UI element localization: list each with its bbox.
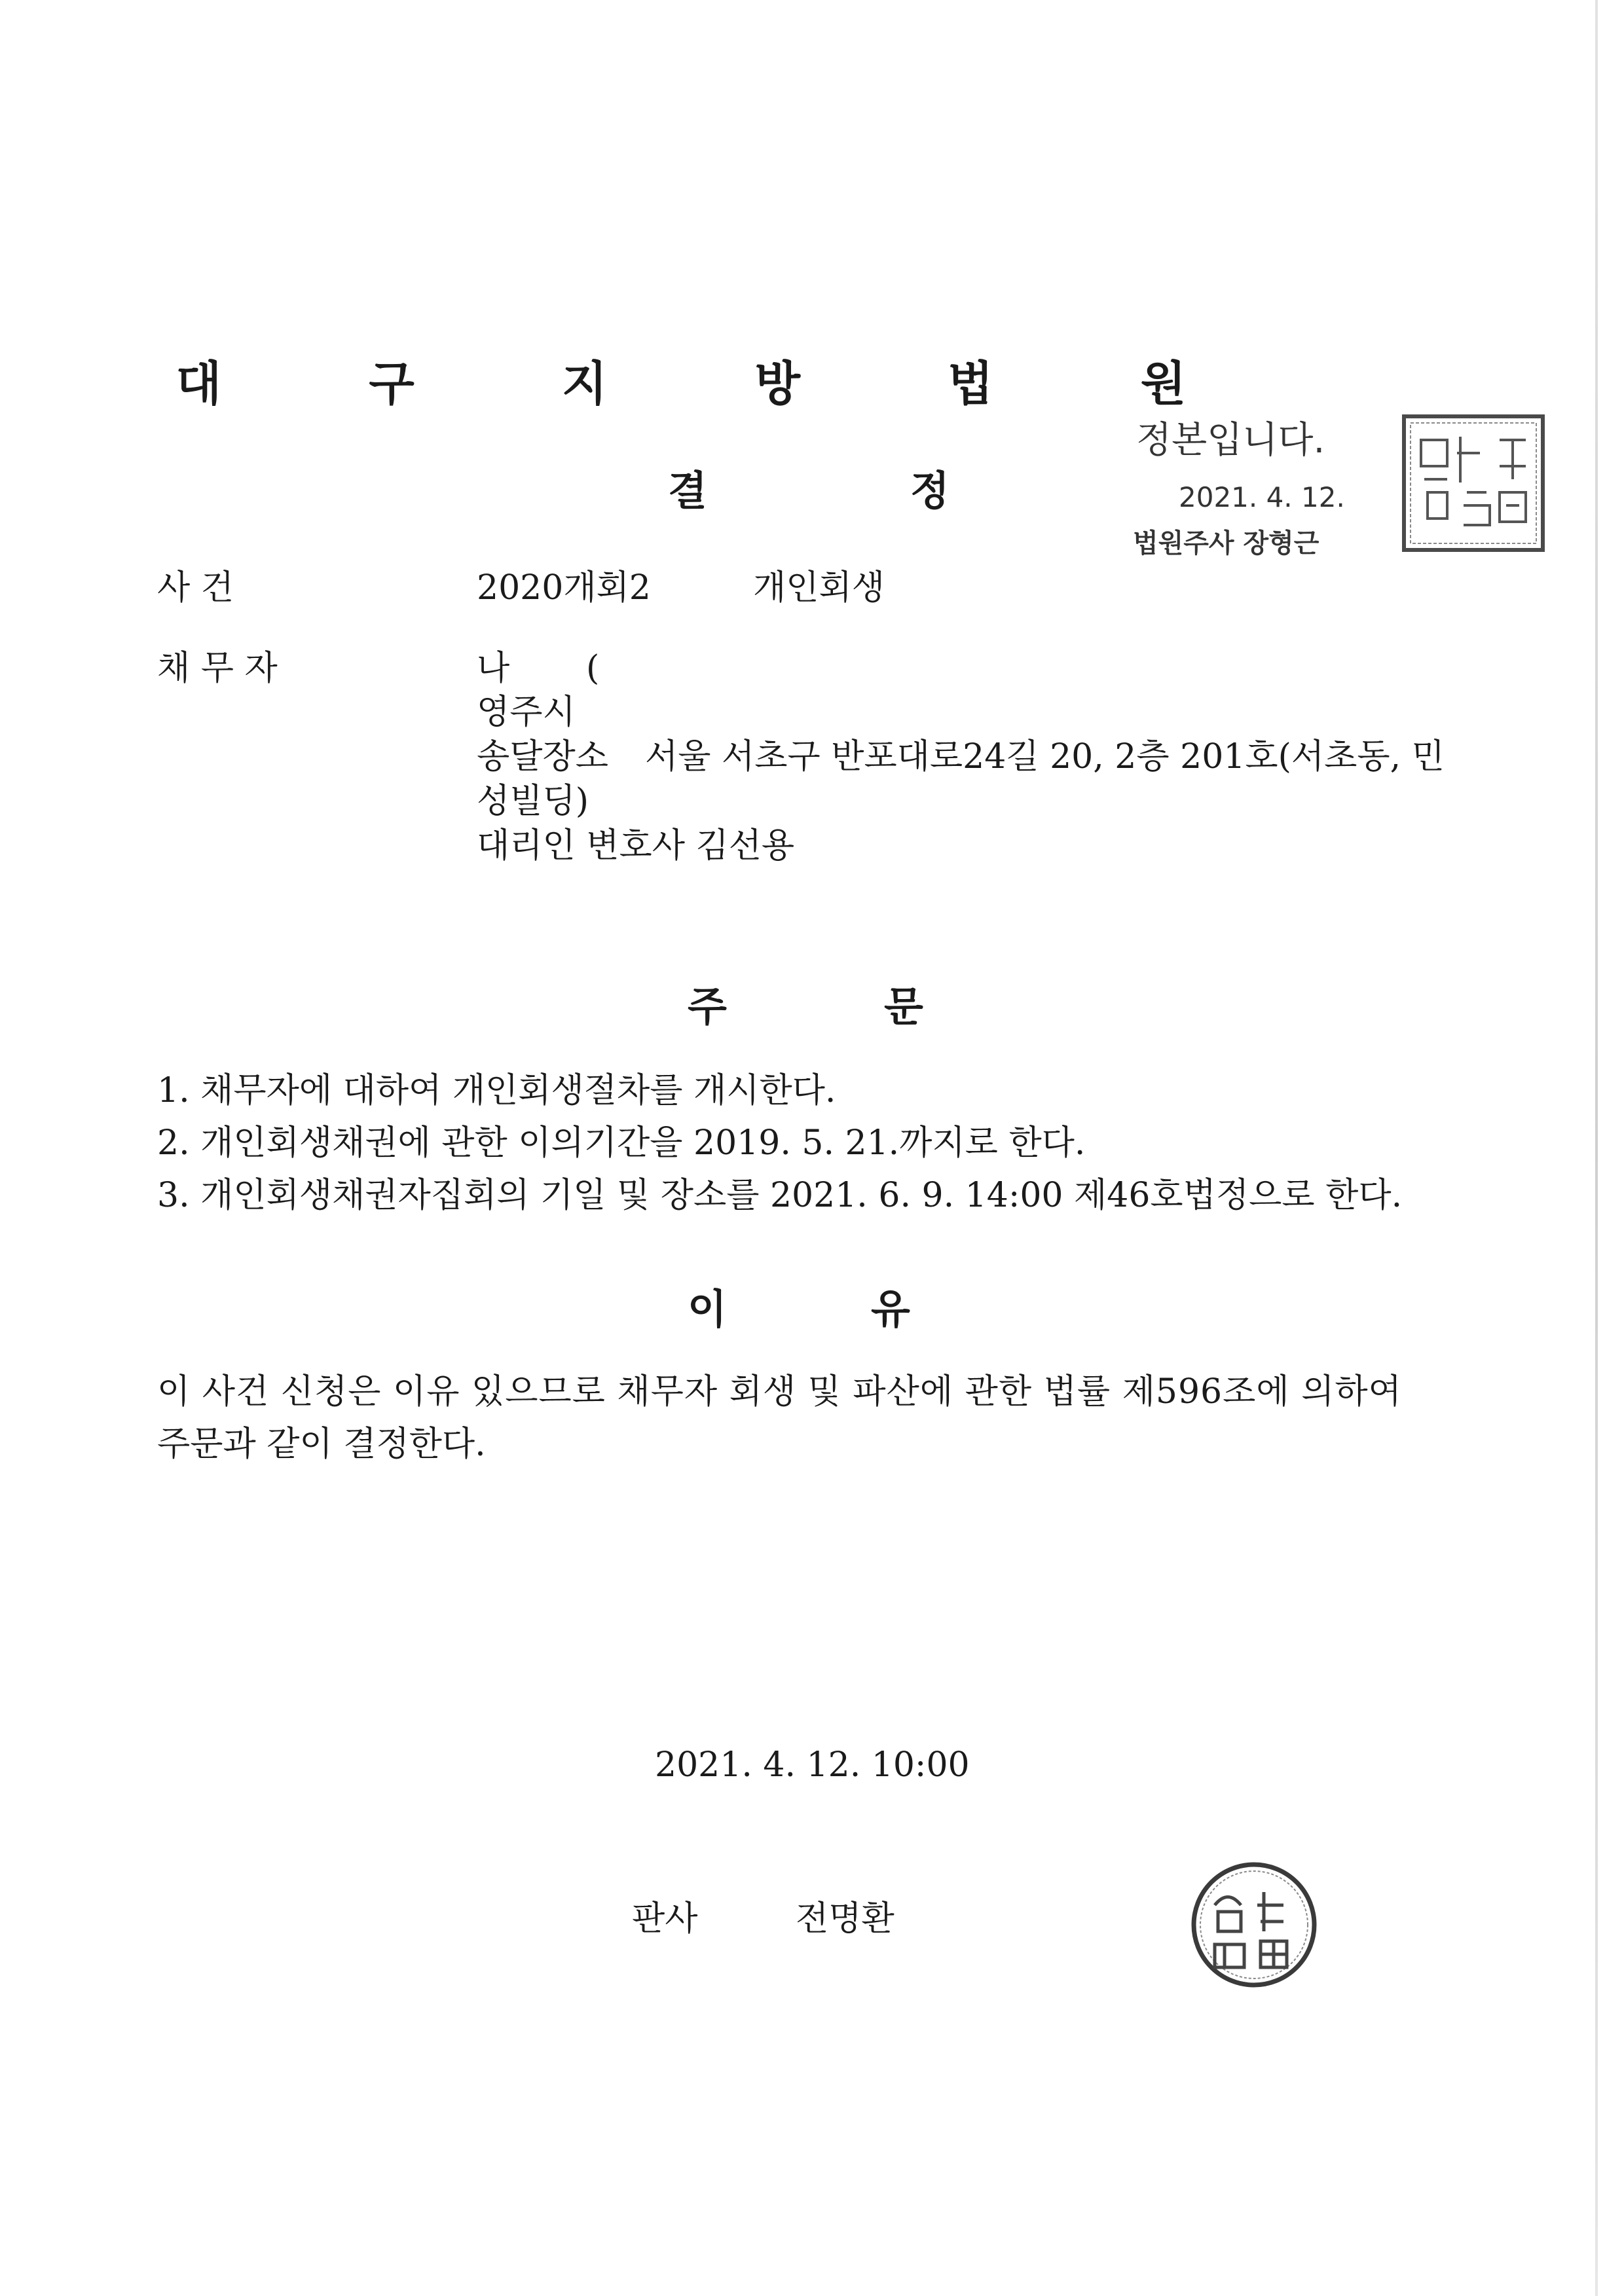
- order-heading-part1: 주: [688, 983, 727, 1030]
- judge-title: 판사: [632, 1899, 698, 1939]
- reason-line-2: 주문과 같이 결정한다.: [157, 1425, 486, 1464]
- debtor-delivery-address: 서울 서초구 반포대로24길 20, 2층 201호(서초동, 민: [645, 737, 1445, 776]
- decision-title-part1: 결: [668, 467, 707, 515]
- case-label: 사 건: [157, 568, 234, 608]
- debtor-address: 영주시: [477, 693, 576, 732]
- order-item-2: 2. 개인회생채권에 관한 이의기간을 2019. 5. 21.까지로 한다.: [157, 1123, 1086, 1163]
- certification-label: 정본입니다.: [1136, 419, 1325, 462]
- certification-date: 2021. 4. 12.: [1179, 481, 1345, 513]
- certification-clerk: 법원주사 장형근: [1133, 528, 1320, 558]
- debtor-name: 나: [477, 649, 510, 688]
- judge-seal-icon: [1189, 1859, 1320, 1990]
- debtor-delivery-label: 송달장소: [477, 737, 608, 776]
- court-name: 대 구 지 방 법 원: [175, 356, 1252, 411]
- order-item-3: 3. 개인회생채권자집회의 기일 및 장소를 2021. 6. 9. 14:00 제46호법정으로 한다.: [157, 1176, 1403, 1215]
- case-number: 2020개회2: [477, 568, 651, 608]
- court-seal: [1401, 414, 1545, 553]
- debtor-label: 채 무 자: [157, 649, 278, 688]
- debtor-delivery-address-cont: 성빌딩): [477, 782, 589, 821]
- debtor-paren: (: [586, 649, 600, 688]
- decision-title-part2: 정: [910, 467, 950, 515]
- order-item-1: 1. 채무자에 대하여 개인회생절차를 개시한다.: [157, 1071, 836, 1110]
- reason-heading-part2: 유: [871, 1285, 910, 1333]
- reason-heading-part1: 이: [688, 1285, 727, 1333]
- debtor-agent: 대리인 변호사 김선용: [477, 826, 795, 866]
- case-type: 개인회생: [753, 568, 885, 608]
- judge-name: 전명환: [796, 1899, 895, 1939]
- order-heading-part2: 문: [884, 983, 923, 1030]
- scan-edge-line: [1595, 0, 1598, 2296]
- decision-datetime: 2021. 4. 12. 10:00: [655, 1745, 970, 1785]
- court-seal-icon: [1401, 414, 1545, 553]
- judge-seal: [1189, 1859, 1320, 1990]
- reason-line-1: 이 사건 신청은 이유 있으므로 채무자 회생 및 파산에 관한 법률 제596조에 의하여: [157, 1372, 1402, 1412]
